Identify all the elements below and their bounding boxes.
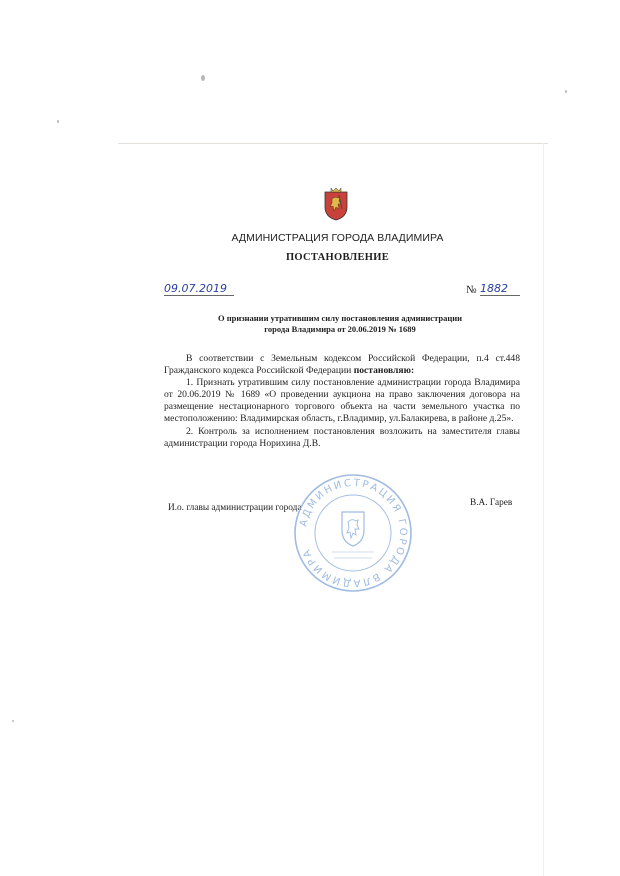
scan-speck [565, 90, 567, 93]
preamble-text: В соответствии с Земельным кодексом Российской Федерации, п.4 ст.448 Гражданского кодекса Российской Федерации [164, 353, 520, 377]
scan-speck [12, 720, 14, 722]
document-date: 09.07.2019 [164, 282, 234, 296]
document-number: 1882 [480, 282, 520, 296]
scan-edge-right [543, 143, 544, 876]
stamp-ring-text: АДМИНИСТРАЦИЯ ГОРОДА ВЛАДИМИРА [298, 477, 409, 589]
item-2-paragraph: 2. Контроль за исполнением постановления возложить на заместителя главы администрации города Норихина Д.В. [164, 425, 520, 449]
stamp-emblem-icon [342, 512, 364, 546]
item-1-paragraph: 1. Признать утратившим силу постановление администрации города Владимира от 20.06.2019 № 1689 «О проведении аукциона на право заключения договора на размещение нестационарного торгового объекта на части земельного участка по местоположению: Владимирская область, г.Владимир, ул.Балакирева, в районе д.25». [164, 377, 520, 425]
scan-edge-top [118, 143, 548, 144]
document-type: ПОСТАНОВЛЕНИЕ [285, 252, 390, 263]
signer-name: В.А. Гарев [470, 498, 513, 508]
organization-name: АДМИНИСТРАЦИЯ ГОРОДА ВЛАДИМИРА [231, 232, 444, 244]
number-sign: № [466, 284, 477, 296]
subject-line-1: О признании утратившим силу постановления администрации [217, 313, 463, 323]
subject-line-2: города Владимира от 20.06.2019 № 1689 [264, 324, 416, 334]
signer-title: И.о. главы администрации города [168, 503, 302, 513]
document-body [164, 353, 520, 450]
scan-speck [201, 75, 205, 81]
scan-speck [57, 120, 59, 123]
coat-of-arms-icon [323, 187, 349, 221]
document-subject [180, 313, 500, 335]
preamble-paragraph [164, 353, 520, 377]
decree-word: постановляю: [353, 365, 415, 377]
official-stamp [292, 472, 414, 594]
